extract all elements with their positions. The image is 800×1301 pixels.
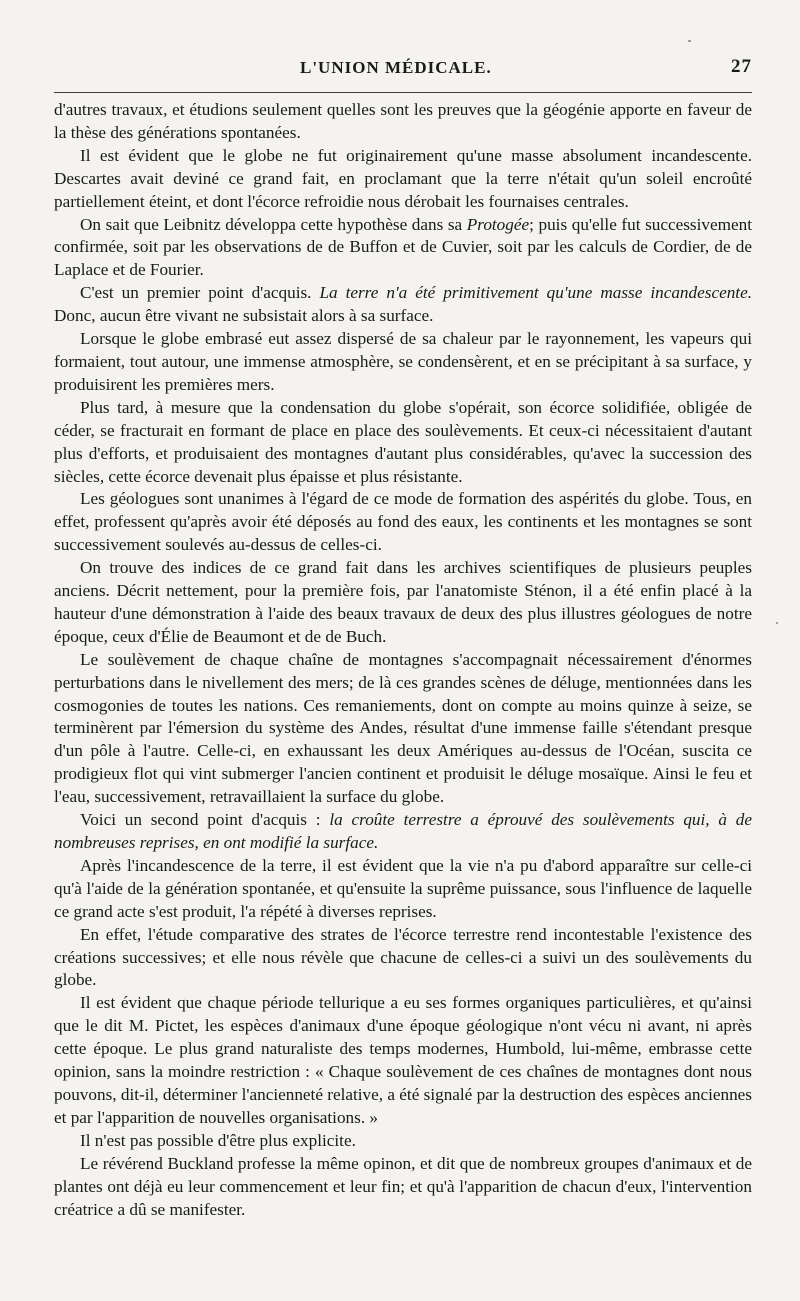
paragraph bbox=[54, 557, 752, 649]
paragraph bbox=[54, 992, 752, 1129]
text-run: Lorsque le globe embrasé eut assez dispersé de sa chaleur par le rayonnement, les vapeurs qui formaient, tout autour, une immense atmosphère, se condensèrent, et en se précipitant à sa surface, y produisirent les premières mers. bbox=[54, 329, 752, 394]
text-run: Le soulèvement de chaque chaîne de montagnes s'accompagnait nécessairement d'énormes perturbations dans le nivellement des mers; de là ces grandes scènes de déluge, mentionnées dans les cosmogonies de toutes les nations. Ces remaniements, dont on compte au moins quinze à seize, se terminèrent par l'émersion du système des Andes, résultat d'une immense faille s'étendant presque d'un pôle à l'autre. Celle-ci, en exhaussant les deux Amériques au-dessus de l'Océan, suscita ce prodigieux flot qui vint submerger l'ancien continent et produisit le déluge mosaïque. Ainsi le feu et l'eau, successivement, retravaillaient la surface du globe. bbox=[54, 649, 752, 807]
paragraph bbox=[54, 809, 752, 855]
text-run: En effet, l'étude comparative des strates de l'écorce terrestre rend incontestable l'existence des créations successives; et elle nous révèle que chacune de celles-ci a suivi un des soulèvements du globe. bbox=[54, 924, 752, 990]
text-run: Voici un second point d'acquis : bbox=[80, 810, 330, 830]
paragraph bbox=[54, 214, 752, 283]
paragraph bbox=[54, 488, 752, 557]
paragraph bbox=[54, 99, 752, 145]
text-run: On sait que Leibnitz développa cette hypothèse dans sa bbox=[80, 214, 467, 234]
paragraph bbox=[54, 649, 752, 809]
text-run: Il n'est pas possible d'être plus explicite. bbox=[80, 1130, 356, 1150]
text-run: ; puis qu'elle fut successivement confirmée, soit par les observations de de Buffon et de Cuvier, soit par les calculs de Cordier, de de Laplace et de Fourier. bbox=[54, 214, 752, 280]
print-speck bbox=[688, 40, 691, 42]
emphasis-text: La terre n'a été primitivement qu'une masse incandescente. bbox=[319, 283, 752, 303]
text-run: Il est évident que chaque période tellurique a eu ses formes organiques particulières, et qu'ainsi que le dit M. Pictet, les espèces d'animaux d'une époque géologique n'ont vécu ni avant, ni après cette époque. Le plus grand naturaliste des temps modernes, Humbold, lui-même, embrasse cette opinion, sans la moindre restriction : « Chaque soulèvement de ces chaînes de montagnes dont nous pouvons, dit-il, déterminer l'ancienneté relative, a été signalé par la destruction des espèces anciennes et par l'apparition de nouvelles organisations. » bbox=[54, 993, 752, 1127]
text-run: d'autres travaux, et étudions seulement quelles sont les preuves que la géogénie apporte en faveur de la thèse des générations spontanées. bbox=[54, 100, 752, 142]
page-number: 27 bbox=[731, 56, 752, 77]
emphasis-text: Protogée bbox=[466, 214, 530, 234]
paragraph bbox=[54, 282, 752, 328]
text-run: Après l'incandescence de la terre, il est évident que la vie n'a pu d'abord apparaître sur celle-ci qu'à l'aide de la génération spontanée, et qu'ensuite la suprême puissance, sous l'influence de laquelle ce grand acte s'est produit, l'a répété à diverses reprises. bbox=[54, 855, 752, 921]
text-run: Le révérend Buckland professe la même opinon, et dit que de nombreux groupes d'animaux et de plantes ont déjà eu leur commencement et leur fin; et qu'à l'apparition de chacun d'eux, l'intervention créatrice a dû se manifester. bbox=[54, 1153, 752, 1219]
paragraph bbox=[54, 855, 752, 924]
paragraph bbox=[54, 1153, 752, 1222]
paragraph bbox=[54, 145, 752, 214]
header-rule bbox=[54, 92, 752, 93]
text-run: Les géologues sont unanimes à l'égard de ce mode de formation des aspérités du globe. Tous, en effet, professent qu'après avoir été déposés au fond des eaux, les continents et les montagnes se sont successivement soulevés au-dessus de celles-ci. bbox=[54, 489, 752, 555]
paragraph bbox=[54, 328, 752, 397]
text-run: Il est évident que le globe ne fut originairement qu'une masse absolument incandescente. Descartes avait deviné ce grand fait, en proclamant que la terre n'était qu'un soleil encroûté partiellement éteint, et dont l'écorce refroidie nous dérobait les fournaises centrales. bbox=[54, 145, 752, 211]
paragraph bbox=[54, 1130, 752, 1153]
text-run: C'est un premier point d'acquis. bbox=[80, 283, 320, 303]
emphasis-text: la croûte terrestre a éprouvé des soulèvements qui, à de nombreuses reprises, en ont modifié la surface. bbox=[54, 810, 752, 852]
journal-title: L'UNION MÉDICALE. bbox=[300, 58, 492, 77]
text-run: Plus tard, à mesure que la condensation du globe s'opérait, son écorce solidifiée, obligée de céder, se fracturait en formant de place en place des soulèvements. Et ceux-ci nécessitaient d'autant plus d'efforts, et produisaient des montagnes d'autant plus considérables, qu'avec la succession des siècles, cette écorce devenait plus épaisse et plus résistante. bbox=[54, 397, 752, 486]
text-run: Donc, aucun être vivant ne subsistait alors à sa surface. bbox=[54, 306, 434, 326]
article-body bbox=[54, 99, 752, 1221]
text-run: On trouve des indices de ce grand fait dans les archives scientifiques de plusieurs peuples anciens. Décrit nettement, pour la première fois, par l'anatomiste Sténon, il a été enfin placé à la hauteur d'une démonstration à l'aide des beaux travaux de deux des plus illustres géologues de notre époque, ceux d'Élie de Beaumont et de de Buch. bbox=[54, 558, 752, 646]
paragraph bbox=[54, 924, 752, 993]
print-speck bbox=[776, 622, 778, 624]
running-header bbox=[54, 58, 752, 86]
paragraph bbox=[54, 397, 752, 489]
